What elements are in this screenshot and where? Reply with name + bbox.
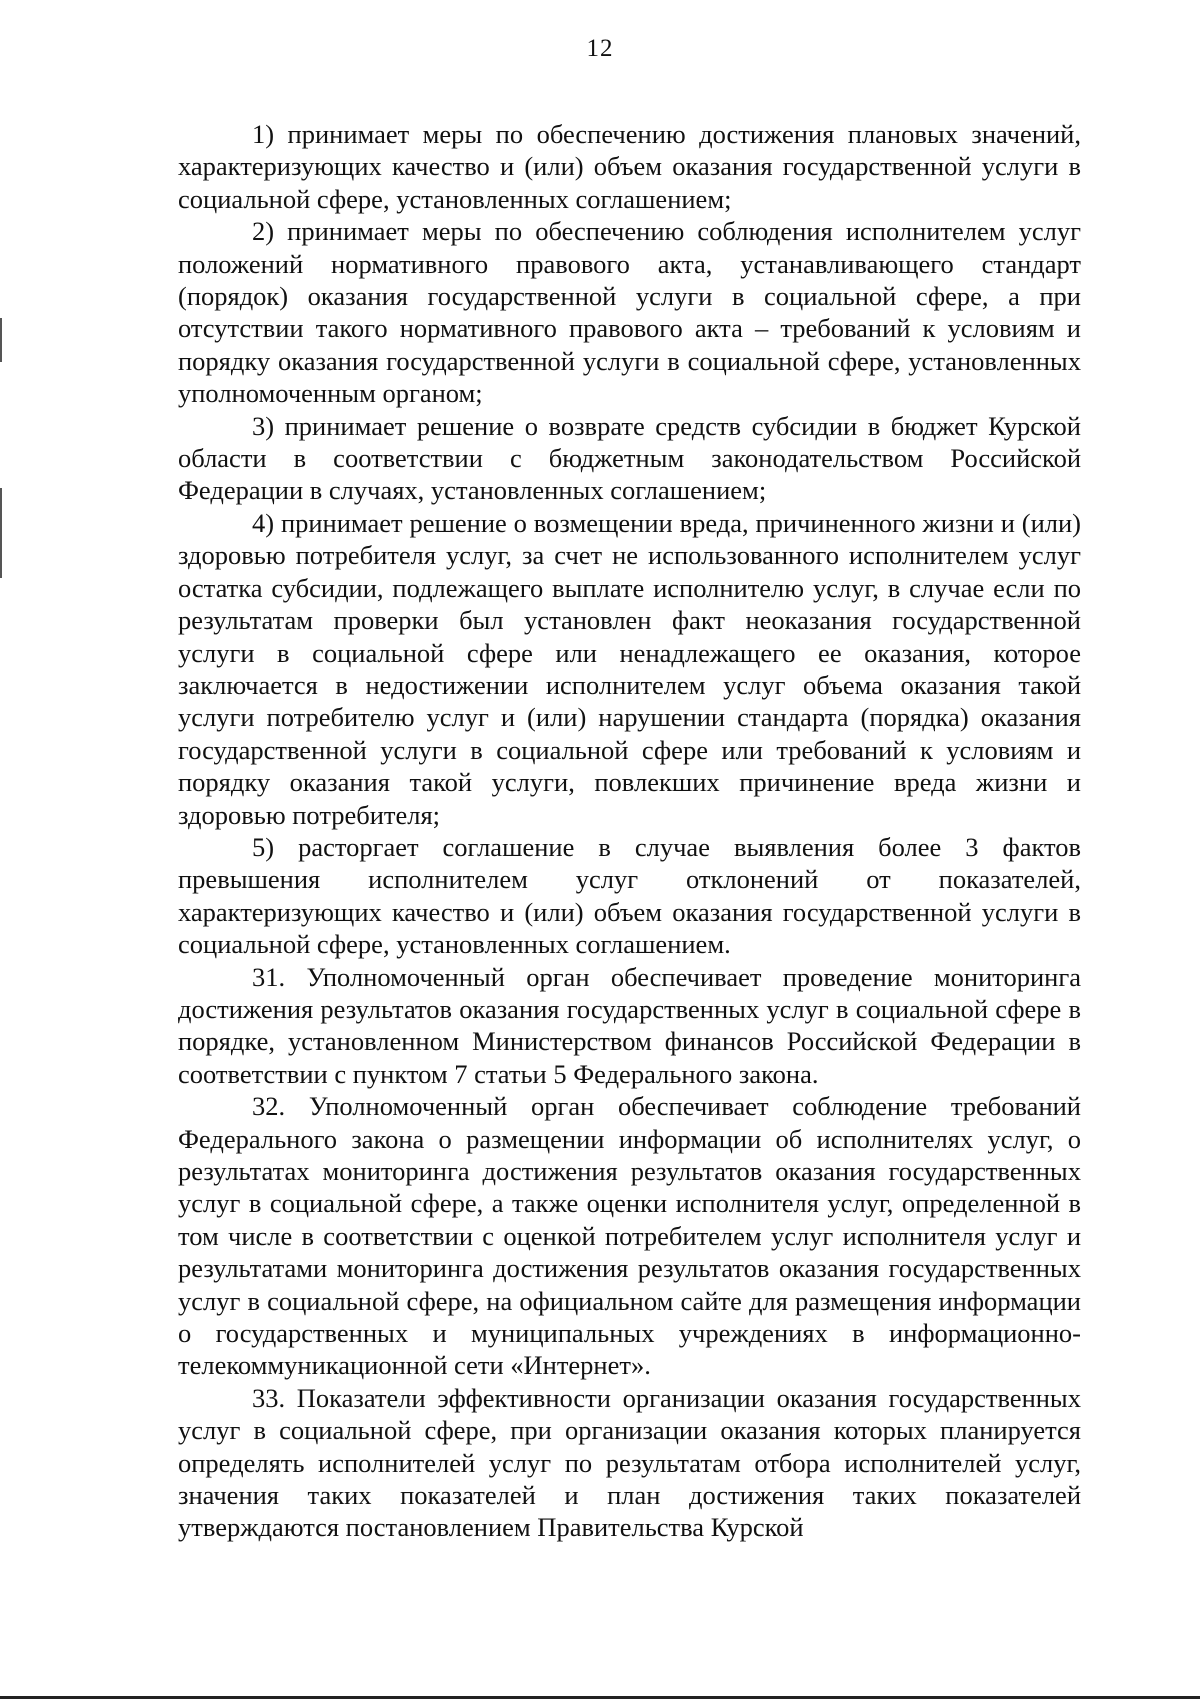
paragraph-item-2: 2) принимает меры по обеспечению соблюдения исполнителем услуг положений нормативного правового акта, устанавливающего стандарт (порядок) оказания государственной услуги в социальной сфере, а при отсутствии такого нормативного правового акта – требований к условиям и порядку оказания государственной услуги в социальной сфере, установленных уполномоченным органом; (178, 216, 1081, 409)
document-body (178, 118, 1081, 1544)
paragraph-item-1: 1) принимает меры по обеспечению достижения плановых значений, характеризующих качество и (или) объем оказания государственной услуги в социальной сфере, установленных соглашением; (178, 119, 1081, 214)
scan-edge-mark (0, 318, 2, 362)
paragraph-clause-31: 31. Уполномоченный орган обеспечивает проведение мониторинга достижения результатов оказания государственных услуг в социальной сфере в порядке, установленном Министерством финансов Российской Федерации в соответствии с пунктом 7 статьи 5 Федерального закона. (178, 961, 1081, 1089)
paragraph-clause-33: 33. Показатели эффективности организации оказания государственных услуг в социальной сфере, при организации оказания которых планируется определять исполнителей услуг по результатам отбора исполнителей услуг, значения таких показателей и план достижения таких показателей утверждаются постановлением Правительства Курской (178, 1382, 1081, 1543)
paragraph-item-3: 3) принимает решение о возврате средств субсидии в бюджет Курской области в соответствии с бюджетным законодательством Российской Федерации в случаях, установленных соглашением; (178, 410, 1081, 506)
paragraph-item-5: 5) расторгает соглашение в случае выявления более 3 фактов превышения исполнителем услуг отклонений от показателей, характеризующих качество и (или) объем оказания государственной услуги в социальной сфере, установленных соглашением. (178, 831, 1081, 960)
paragraph-clause-32: 32. Уполномоченный орган обеспечивает соблюдение требований Федерального закона о размещении информации об исполнителях услуг, о результатах мониторинга достижения результатов оказания государственных услуг в социальной сфере, а также оценки исполнителя услуг, определенной в том числе в соответствии с оценкой потребителем услуг исполнителя услуг и результатами мониторинга достижения результатов оказания государственных услуг в социальной сфере, на официальном сайте для размещения информации о государственных и муниципальных учреждениях в информационно-телекоммуникационной сети «Интернет». (178, 1091, 1081, 1381)
scan-edge-mark (0, 488, 2, 578)
paragraph-item-4: 4) принимает решение о возмещении вреда, причиненного жизни и (или) здоровью потребителя услуг, за счет не использованного исполнителем услуг остатка субсидии, подлежащего выплате исполнителю услуг, в случае если по результатам проверки был установлен факт неоказания государственной услуги в социальной сфере или ненадлежащего ее оказания, которое заключается в недостижении исполнителем услуг объема оказания такой услуги потребителю услуг и (или) нарушении стандарта (порядка) оказания государственной услуги в социальной сфере или требований к условиям и порядку оказания такой услуги, повлекших причинение вреда жизни и здоровью потребителя; (178, 507, 1081, 830)
page-number: 12 (586, 35, 614, 62)
